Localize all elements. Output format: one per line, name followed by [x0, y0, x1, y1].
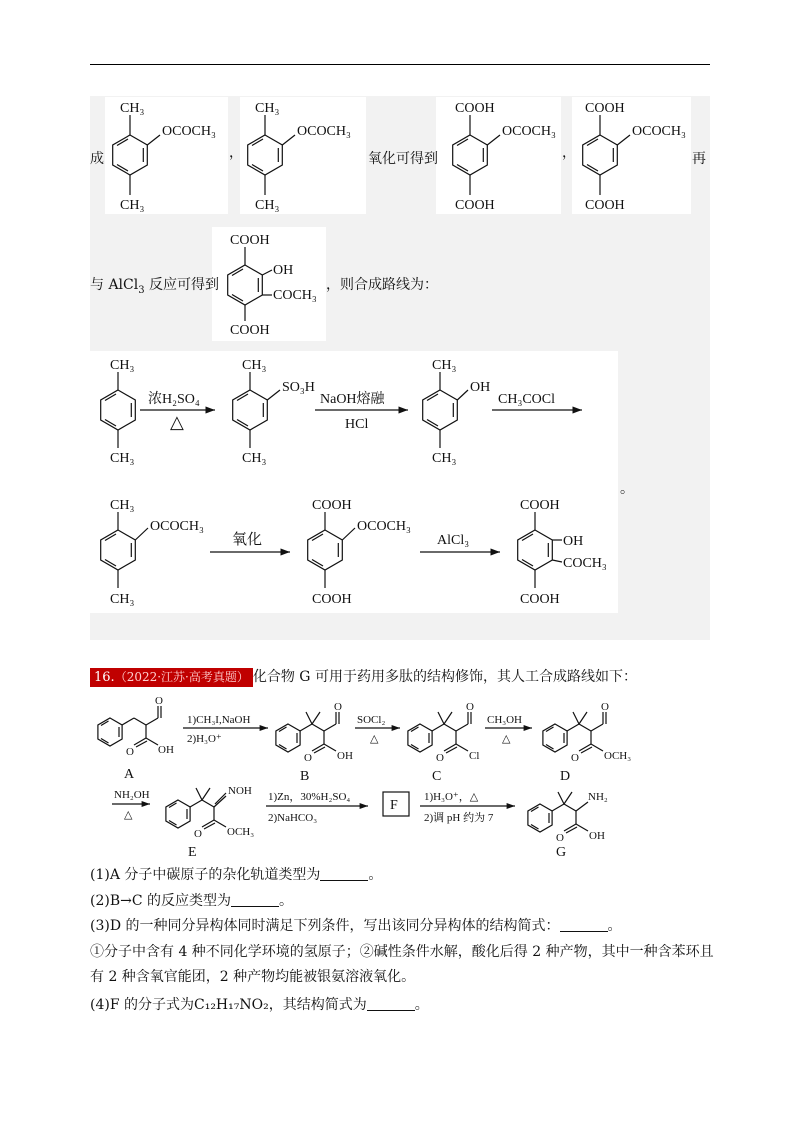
step1-workup: 2)H₃O⁺ [187, 733, 222, 745]
label-E: E [188, 845, 197, 860]
svg-text:NOH: NOH [228, 785, 252, 797]
svg-text:NH₂: NH₂ [588, 791, 608, 803]
svg-text:O: O [601, 701, 609, 713]
question-stem: 化合物 G 可用于药用多肽的结构修饰，其人工合成路线如下： [252, 669, 637, 685]
carboxyl-label: COOH [230, 323, 270, 338]
svg-text:O: O [304, 752, 312, 764]
step5-workup: 2)NaHCO₃ [268, 812, 318, 824]
carboxyl-label: COOH [455, 198, 495, 213]
reagent-hcl: HCl [345, 417, 369, 432]
text-period: 。 [620, 481, 634, 497]
subquestion-3-condition-1: ①分子中含有 4 种不同化学环境的氢原子；②碱性条件水解，酸化后得 2 种产物，其中一种含苯环且 [90, 944, 714, 960]
label-A: A [124, 767, 135, 782]
methyl-label: CH₃ [255, 101, 280, 116]
route-step-cresol [423, 358, 491, 466]
acetyl-label: COCH₃ [273, 288, 317, 303]
svg-text:OCH₃: OCH₃ [227, 826, 255, 838]
svg-text:O: O [334, 701, 342, 713]
svg-text:O: O [571, 752, 579, 764]
subquestion-4: (4)F 的分子式为C₁₂H₁₇NO₂，其结构简式为 。 [90, 997, 429, 1013]
route-step-final-product [518, 498, 607, 607]
step6-reagent: 1)H₃O⁺，△ [424, 791, 479, 803]
text-comma: ， [562, 145, 576, 161]
compound-G [528, 791, 608, 860]
reagent-ch3cocl: CH₃COCl [498, 392, 556, 407]
text-zai: 再 [692, 151, 706, 167]
molecule-diacid-acetate-1 [453, 101, 556, 213]
carboxyl-label: COOH [455, 101, 495, 116]
carboxyl-label: COOH [312, 592, 352, 607]
methyl-label: CH₃ [110, 592, 135, 607]
svg-text:OH: OH [158, 744, 174, 756]
text-route-intro: ，则合成路线为： [326, 277, 438, 293]
step5-reagent: 1)Zn，30%H₂SO₄ [268, 791, 351, 803]
svg-text:O: O [436, 752, 444, 764]
svg-text:OCH₃: OCH₃ [604, 750, 632, 762]
step4-reagent: NH₂OH [114, 789, 150, 801]
acetate-label: OCOCH₃ [297, 124, 351, 139]
route-step-diacid-acetate [308, 498, 411, 607]
methyl-label: CH₃ [242, 451, 267, 466]
step6-workup: 2)调 pH 约为 7 [424, 812, 494, 824]
step3-condition: △ [502, 733, 511, 745]
acetate-label: OCOCH₃ [150, 519, 204, 534]
molecule-xylyl-acetate-2 [248, 101, 351, 213]
methyl-label: CH₃ [120, 101, 145, 116]
reagent-alcl3: AlCl₃ [437, 533, 470, 548]
answer-blank[interactable] [367, 998, 415, 1011]
text-comma: ， [229, 145, 243, 161]
text-cheng: 成 [90, 151, 104, 167]
subquestion-1: (1)A 分子中碳原子的杂化轨道类型为 。 [90, 867, 383, 883]
answer-blank[interactable] [560, 919, 608, 932]
label-F: F [390, 798, 398, 813]
molecular-formula: C₁₂H₁₇NO₂ [194, 997, 269, 1013]
svg-text:O: O [155, 695, 163, 707]
label-G: G [556, 845, 567, 860]
methyl-label: CH₃ [242, 358, 267, 373]
carboxyl-label: COOH [520, 498, 560, 513]
synthesis-scheme [0, 690, 800, 860]
svg-text:O: O [194, 828, 202, 840]
acetate-label: OCOCH₃ [357, 519, 411, 534]
subquestion-3-condition-2: 有 2 种含氧官能团，2 种产物均能被银氨溶液氧化。 [90, 969, 416, 985]
label-B: B [300, 769, 310, 784]
compound-E [166, 785, 254, 860]
compound-C [408, 701, 480, 784]
svg-text:O: O [126, 746, 134, 758]
compound-A [98, 695, 174, 782]
step3-reagent: CH₃OH [487, 714, 523, 726]
text-oxidize: 氧化可得到 [368, 151, 438, 167]
carboxyl-label: COOH [585, 198, 625, 213]
carboxyl-label: COOH [312, 498, 352, 513]
methyl-label: CH₃ [432, 358, 457, 373]
methyl-label: CH₃ [110, 358, 135, 373]
carboxyl-label: COOH [585, 101, 625, 116]
svg-text:OH: OH [337, 750, 353, 762]
route-step-sulfonic-acid [233, 358, 315, 466]
svg-text:Cl: Cl [469, 750, 480, 762]
acetyl-label: COCH₃ [563, 556, 607, 571]
subquestion-3: (3)D 的一种同分异构体同时满足下列条件，写出该同分异构体的结构简式： 。 [90, 918, 622, 934]
label-C: C [432, 769, 442, 784]
methyl-label: CH₃ [432, 451, 457, 466]
step2-condition: △ [370, 733, 379, 745]
route-step-xylene [101, 358, 136, 466]
answer-blank[interactable] [231, 894, 279, 907]
step1-reagent: 1)CH₃I,NaOH [187, 714, 251, 726]
question-number-badge: 16.（2022·江苏·高考真题） [90, 668, 253, 687]
methyl-label: CH₃ [255, 198, 280, 213]
svg-text:O: O [556, 832, 564, 844]
molecule-diacid-acetate-2 [583, 101, 686, 213]
molecule-target-product [228, 233, 317, 338]
carboxyl-label: COOH [230, 233, 270, 248]
question-source: （2022·江苏·高考真题） [114, 670, 249, 684]
subquestion-2: (2)B→C 的反应类型为 。 [90, 893, 294, 909]
svg-text:OH: OH [589, 830, 605, 842]
molecule-xylyl-acetate-1 [113, 101, 216, 213]
answer-blank[interactable] [320, 868, 368, 881]
reagent-oxidation: 氧化 [232, 532, 263, 548]
step2-reagent: SOCl₂ [357, 714, 386, 726]
compound-B [276, 701, 353, 784]
hydroxyl-label: OH [273, 263, 294, 278]
reagent-conc-h2so4: 浓H₂SO₄ [148, 392, 200, 407]
acetate-label: OCOCH₃ [162, 124, 216, 139]
methyl-label: CH₃ [110, 451, 135, 466]
text-alcl3: 与 AlCl$_3$ 反应可得到 [90, 277, 220, 296]
methyl-label: CH₃ [120, 198, 145, 213]
hydroxyl-label: OH [563, 534, 584, 549]
sulfonic-label: SO₃H [282, 380, 315, 395]
compound-D [543, 701, 631, 784]
step4-condition: △ [124, 809, 133, 821]
svg-text:O: O [466, 701, 474, 713]
carboxyl-label: COOH [520, 592, 560, 607]
question-16-header [90, 668, 637, 687]
reagent-naoh-melt: NaOH熔融 [320, 392, 385, 407]
route-step-acetate [101, 498, 204, 607]
label-D: D [560, 769, 571, 784]
acetate-label: OCOCH₃ [502, 124, 556, 139]
acetate-label: OCOCH₃ [632, 124, 686, 139]
hydroxyl-label: OH [470, 380, 491, 395]
reagent-heat: △ [170, 412, 184, 432]
methyl-label: CH₃ [110, 498, 135, 513]
